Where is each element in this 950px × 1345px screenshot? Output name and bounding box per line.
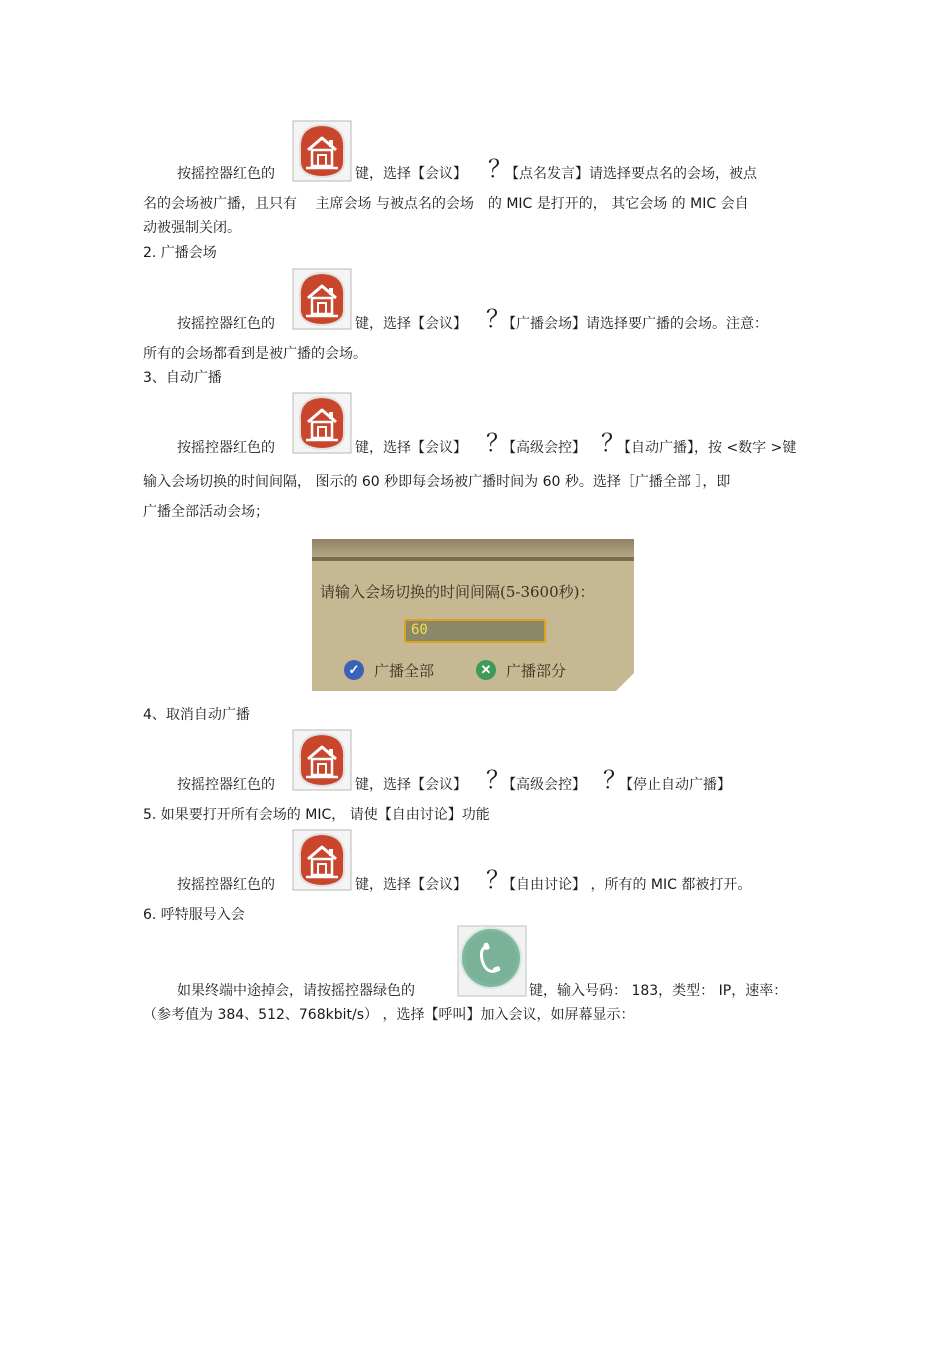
body-text: 键，选择【会议】 bbox=[355, 877, 467, 893]
body-text: 键，选择【会议】 bbox=[355, 440, 467, 456]
page-curl bbox=[616, 673, 634, 691]
question-mark-glyph: ？ bbox=[486, 305, 510, 333]
body-text: 【高级会控】 bbox=[502, 440, 586, 456]
phone-icon bbox=[457, 925, 527, 997]
question-mark-glyph: ？ bbox=[486, 866, 510, 894]
body-text: 【广播会场】请选择要广播的会场。注意： bbox=[502, 316, 768, 332]
body-text: 所有的会场都看到是被广播的会场。 bbox=[143, 346, 367, 362]
body-text: 键，选择【会议】 bbox=[355, 777, 467, 793]
broadcast-all-button[interactable] bbox=[344, 658, 434, 682]
body-text: 【高级会控】 bbox=[502, 777, 586, 793]
body-text: 按摇控器红色的 bbox=[177, 166, 275, 182]
home-icon bbox=[292, 829, 352, 891]
interval-dialog-screenshot bbox=[312, 539, 634, 691]
body-text: （参考值为 384、512、768kbit/s） ，选择【呼叫】加入会议，如屏幕显示： bbox=[143, 1007, 635, 1023]
body-text: 名的会场被广播，且只有 主席会场 与被点名的会场 的 MIC 是打开的， 其它会场 的 MIC 会自 bbox=[143, 196, 749, 212]
body-text: 【自动广播】，按 <数字 >键 bbox=[617, 440, 797, 456]
home-icon bbox=[292, 729, 352, 791]
body-text: 按摇控器红色的 bbox=[177, 440, 275, 456]
body-text: 如果终端中途掉会，请按摇控器绿色的 bbox=[177, 983, 415, 999]
body-text: 【自由讨论】 ，所有的 MIC 都被打开。 bbox=[502, 877, 752, 893]
body-text: 按摇控器红色的 bbox=[177, 777, 275, 793]
dialog-divider bbox=[312, 557, 634, 561]
section-heading: 4、取消自动广播 bbox=[143, 707, 250, 723]
broadcast-part-button[interactable] bbox=[476, 658, 566, 682]
question-mark-glyph: ？ bbox=[486, 429, 510, 457]
home-icon bbox=[292, 120, 352, 182]
question-mark-glyph: ？ bbox=[488, 155, 512, 183]
body-text: 动被强制关闭。 bbox=[143, 220, 241, 236]
section-heading: 2. 广播会场 bbox=[143, 245, 217, 261]
body-text: 键，选择【会议】 bbox=[355, 166, 467, 182]
section-heading: 3、自动广播 bbox=[143, 370, 222, 386]
body-text: 【点名发言】请选择要点名的会场，被点 bbox=[505, 166, 757, 182]
cross-icon: ✕ bbox=[476, 660, 496, 680]
checkmark-icon: ✓ bbox=[344, 660, 364, 680]
question-mark-glyph: ？ bbox=[603, 766, 627, 794]
dialog-title-bar bbox=[312, 539, 634, 559]
home-icon bbox=[292, 268, 352, 330]
broadcast-all-label: 广播全部 bbox=[374, 661, 435, 680]
interval-input[interactable] bbox=[404, 619, 546, 643]
broadcast-part-label: 广播部分 bbox=[506, 661, 567, 680]
body-text: 键，输入号码： 183，类型： IP，速率： bbox=[529, 983, 788, 999]
question-mark-glyph: ？ bbox=[601, 429, 625, 457]
question-mark-glyph: ？ bbox=[486, 766, 510, 794]
body-text: 键，选择【会议】 bbox=[355, 316, 467, 332]
body-text: 输入会场切换的时间间隔， 图示的 60 秒即每会场被广播时间为 60 秒。选择［广播全部 ］，即 bbox=[143, 474, 731, 490]
section-heading: 6. 呼特服号入会 bbox=[143, 907, 245, 923]
body-text: 【停止自动广播】 bbox=[619, 777, 731, 793]
dialog-prompt: 请输入会场切换的时间间隔(5-3600秒)： bbox=[320, 583, 595, 601]
body-text: 按摇控器红色的 bbox=[177, 316, 275, 332]
home-icon bbox=[292, 392, 352, 454]
section-heading: 5. 如果要打开所有会场的 MIC， 请使【自由讨论】功能 bbox=[143, 807, 490, 823]
body-text: 广播全部活动会场； bbox=[143, 504, 269, 520]
body-text: 按摇控器红色的 bbox=[177, 877, 275, 893]
interval-input-value: 60 bbox=[411, 622, 428, 638]
